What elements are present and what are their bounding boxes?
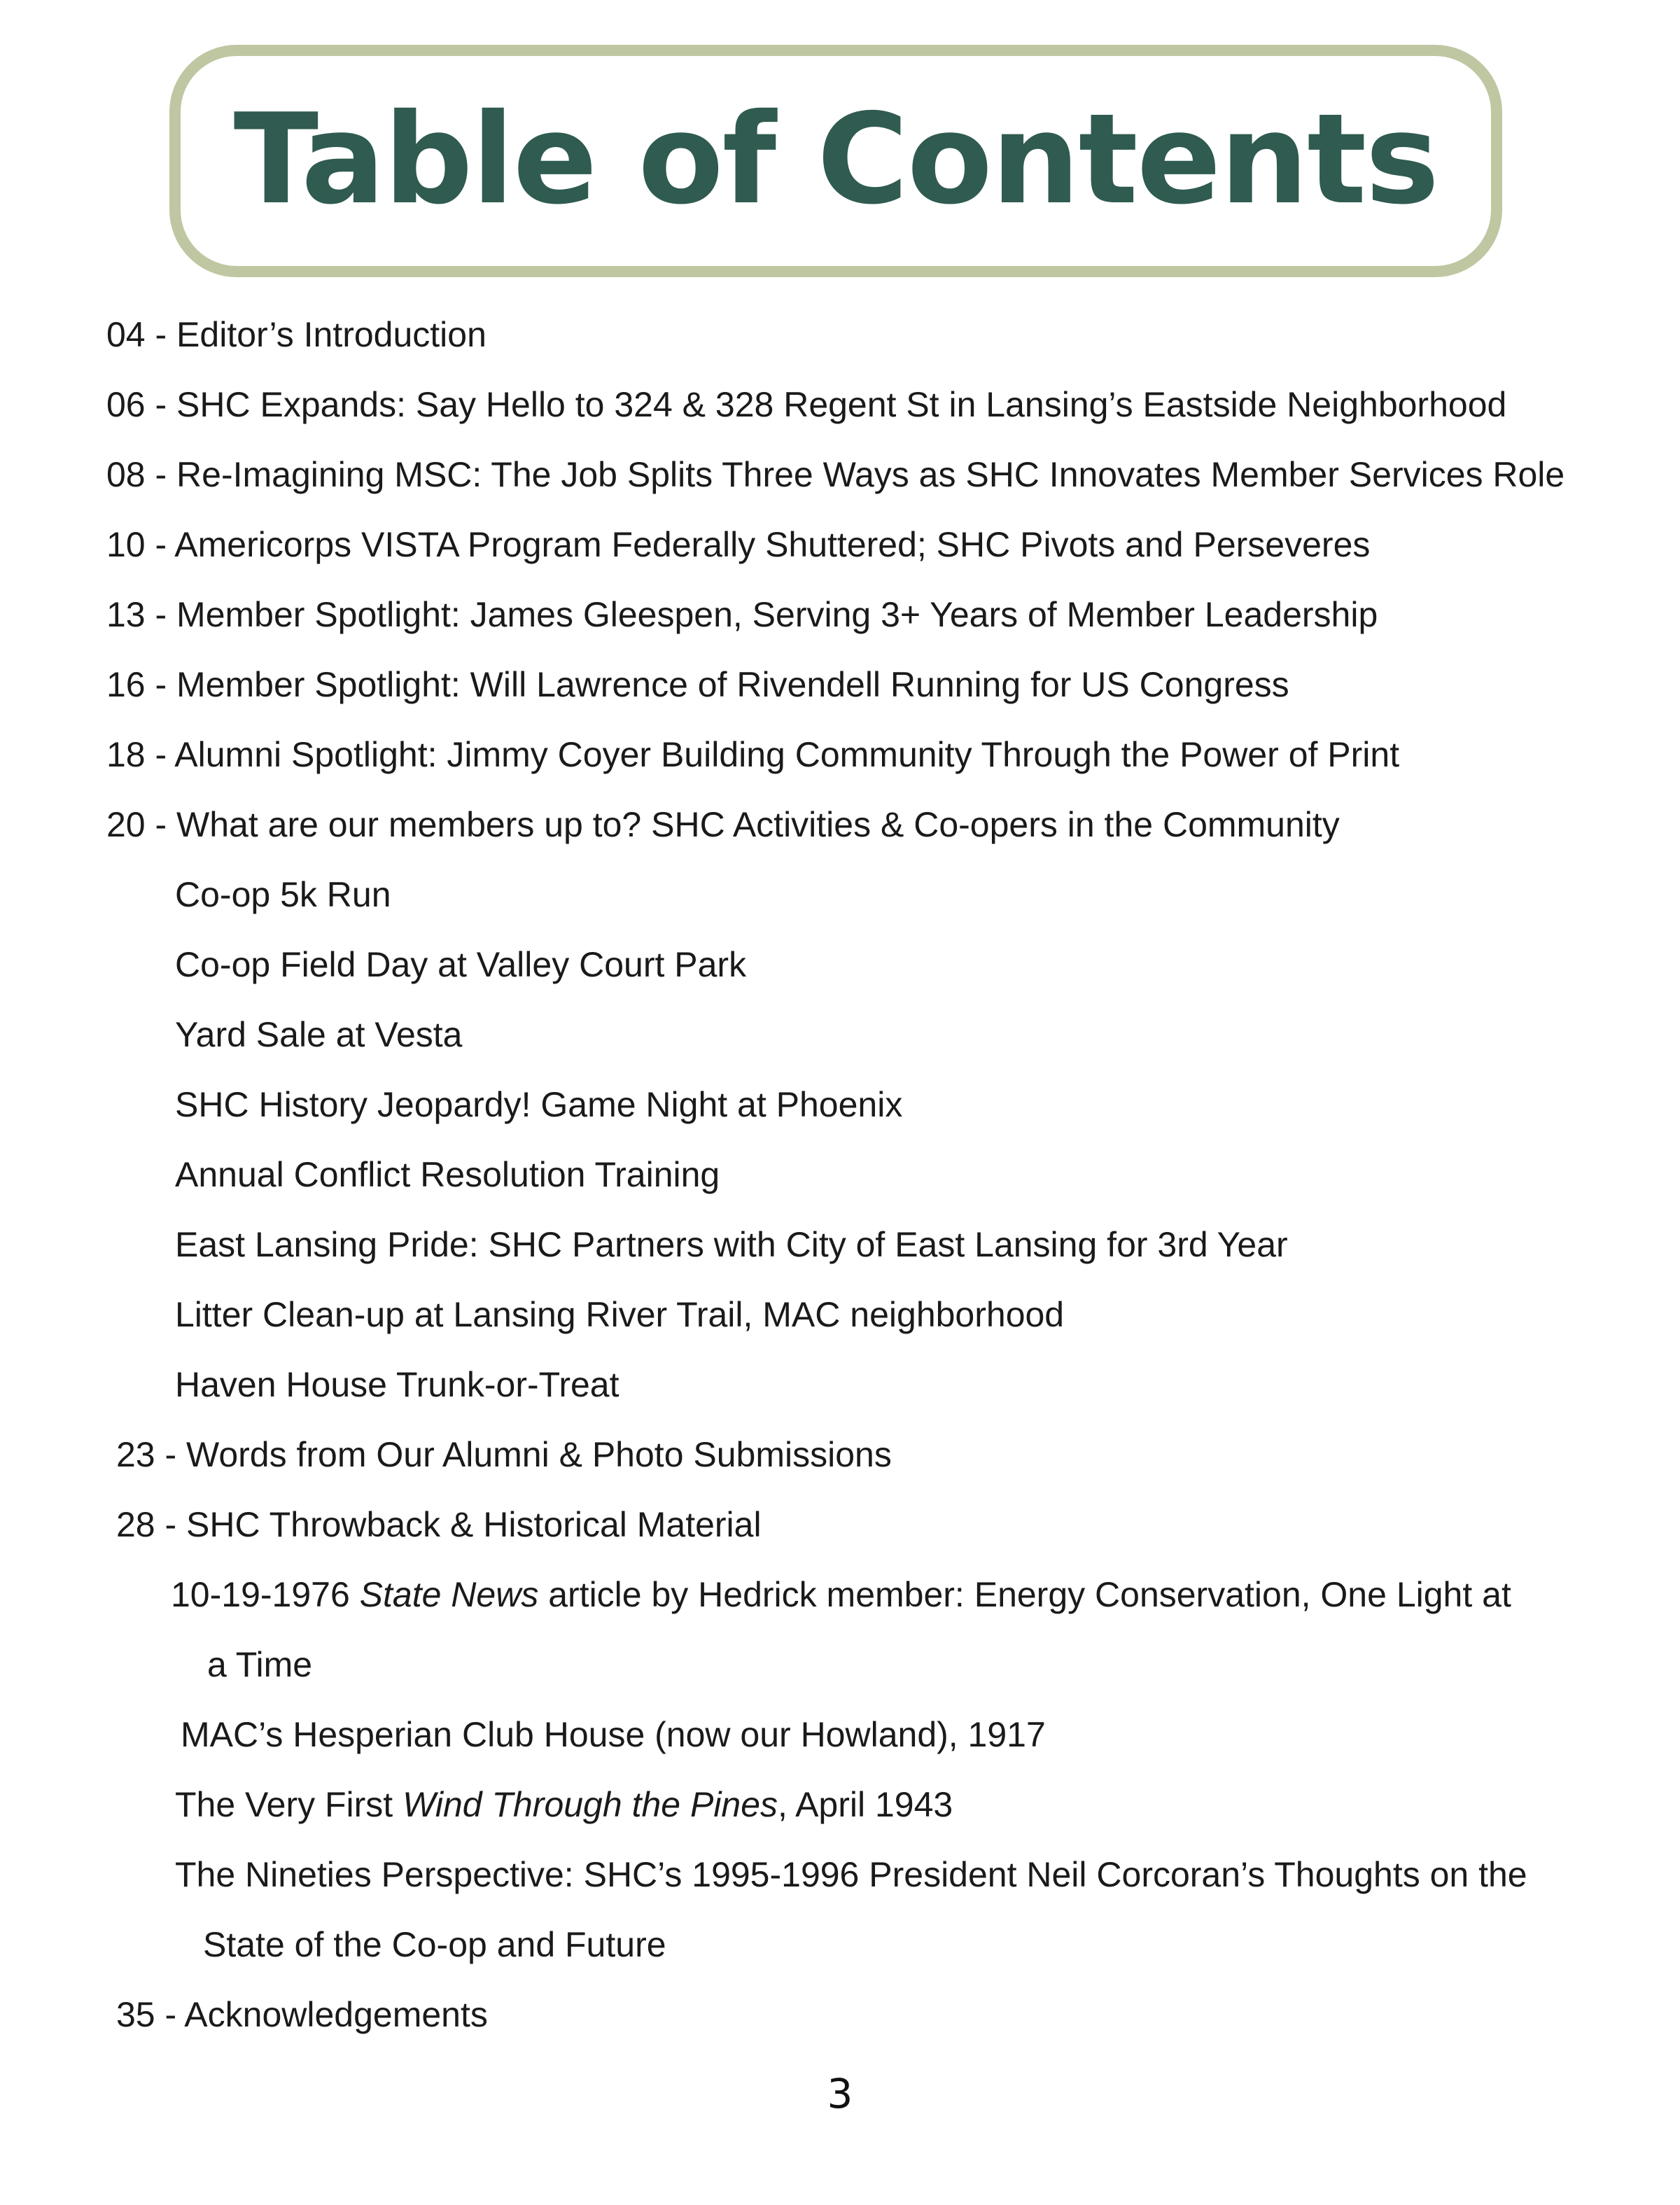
toc-subentry-conflict-training[interactable]: Annual Conflict Resolution Training bbox=[175, 1155, 720, 1194]
toc-entry-members-activities[interactable]: 20 - What are our members up to? SHC Activities & Co-opers in the Community bbox=[106, 805, 1340, 844]
toc-subentry-yard-sale[interactable]: Yard Sale at Vesta bbox=[175, 1015, 463, 1054]
toc-subentry-continuation[interactable]: State of the Co-op and Future bbox=[203, 1925, 666, 1964]
toc-entry-alumni-spotlight-coyer[interactable]: 18 - Alumni Spotlight: Jimmy Coyer Building Community Through the Power of Print bbox=[106, 735, 1400, 774]
publication-title: State News bbox=[359, 1575, 539, 1614]
title-frame bbox=[169, 45, 1502, 277]
toc-entry-spotlight-lawrence[interactable]: 16 - Member Spotlight: Will Lawrence of Rivendell Running for US Congress bbox=[106, 665, 1289, 704]
entry-text-pre: The Very First bbox=[175, 1785, 403, 1824]
entry-text-pre: 10-19-1976 bbox=[171, 1575, 360, 1614]
toc-entry-spotlight-gleespen[interactable]: 13 - Member Spotlight: James Gleespen, Serving 3+ Years of Member Leadership bbox=[106, 595, 1378, 634]
toc-subentry-hesperian-club[interactable]: MAC’s Hesperian Club House (now our Howland), 1917 bbox=[181, 1715, 1046, 1754]
toc-subentry-continuation[interactable]: a Time bbox=[207, 1645, 313, 1684]
toc-subentry-litter-cleanup[interactable]: Litter Clean-up at Lansing River Trail, MAC neighborhood bbox=[175, 1295, 1065, 1334]
toc-entry-acknowledgements[interactable]: 35 - Acknowledgements bbox=[116, 1995, 488, 2034]
toc-entry-editors-introduction[interactable]: 04 - Editor’s Introduction bbox=[106, 315, 486, 354]
publication-title: Wind Through the Pines bbox=[402, 1785, 778, 1824]
toc-subentry-first-wind-through-pines[interactable] bbox=[175, 1782, 953, 1827]
toc-subentry-nineties-perspective[interactable]: The Nineties Perspective: SHC’s 1995-1996 President Neil Corcoran’s Thoughts on the bbox=[175, 1855, 1527, 1894]
toc-entry-americorps-vista[interactable]: 10 - Americorps VISTA Program Federally Shuttered; SHC Pivots and Perseveres bbox=[106, 525, 1371, 564]
toc-entry-throwback[interactable]: 28 - SHC Throwback & Historical Material bbox=[116, 1505, 762, 1544]
toc-subentry-field-day[interactable]: Co-op Field Day at Valley Court Park bbox=[175, 945, 747, 984]
toc-subentry-jeopardy-night[interactable]: SHC History Jeopardy! Game Night at Phoenix bbox=[175, 1085, 903, 1124]
toc-subentry-trunk-or-treat[interactable]: Haven House Trunk-or-Treat bbox=[175, 1365, 620, 1404]
toc-entry-alumni-words[interactable]: 23 - Words from Our Alumni & Photo Submissions bbox=[116, 1435, 892, 1474]
entry-text-post: , April 1943 bbox=[778, 1785, 953, 1824]
page-title: Table of Contents bbox=[233, 87, 1438, 232]
toc-subentry-5k-run[interactable]: Co-op 5k Run bbox=[175, 875, 391, 914]
toc-subentry-east-lansing-pride[interactable]: East Lansing Pride: SHC Partners with City of East Lansing for 3rd Year bbox=[175, 1225, 1288, 1264]
page-number: 3 bbox=[827, 2070, 853, 2118]
entry-text-post: article by Hedrick member: Energy Conservation, One Light at bbox=[538, 1575, 1511, 1614]
toc-entry-shc-expands[interactable]: 06 - SHC Expands: Say Hello to 324 & 328 Regent St in Lansing’s Eastside Neighborhood bbox=[106, 385, 1507, 424]
toc-entry-reimagining-msc[interactable]: 08 - Re-Imagining MSC: The Job Splits Three Ways as SHC Innovates Member Services Role bbox=[106, 455, 1565, 494]
toc-subentry-state-news-article[interactable] bbox=[171, 1572, 1511, 1617]
